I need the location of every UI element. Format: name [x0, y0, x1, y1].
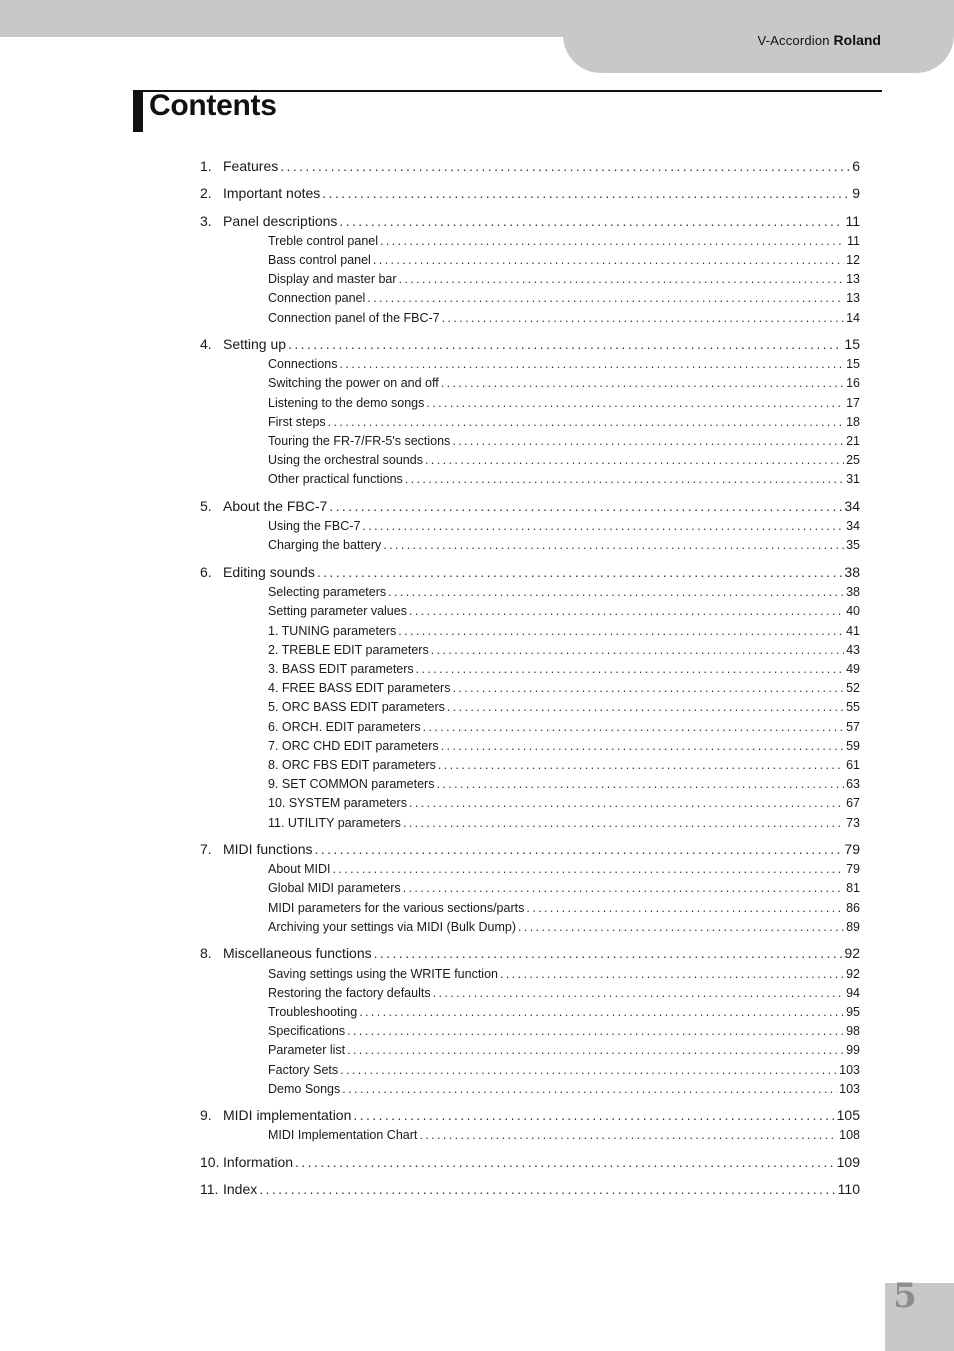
toc-entry-label: MIDI implementation [223, 1107, 352, 1123]
toc-sub-entry[interactable] [268, 900, 860, 917]
toc-entry-label: Connections [268, 357, 338, 371]
toc-chapter-entry[interactable] [200, 1154, 860, 1171]
toc-sub-entry[interactable] [268, 252, 860, 269]
toc-page-number: 95 [846, 1005, 860, 1019]
dot-leader [526, 900, 844, 917]
dot-leader [452, 433, 844, 450]
dot-leader [409, 603, 844, 620]
toc-page-number: 79 [846, 862, 860, 876]
toc-page-number: 31 [846, 472, 860, 486]
toc-chapter-entry[interactable] [200, 945, 860, 962]
toc-page-number: 99 [846, 1043, 860, 1057]
toc-page-number: 105 [836, 1107, 860, 1123]
toc-sub-entry[interactable] [268, 290, 860, 307]
toc-chapter-number: 8. [200, 945, 212, 961]
toc-entry-label: 2. TREBLE EDIT parameters [268, 643, 429, 657]
toc-entry-label: Using the orchestral sounds [268, 453, 423, 467]
toc-page-number: 38 [846, 585, 860, 599]
dot-leader [367, 290, 844, 307]
dot-leader [353, 1107, 834, 1124]
toc-sub-entry[interactable] [268, 1004, 860, 1021]
toc-entry-label: Panel descriptions [223, 213, 338, 229]
toc-sub-entry[interactable] [268, 719, 860, 736]
toc-entry-label: Restoring the factory defaults [268, 986, 431, 1000]
toc-page-number: 98 [846, 1024, 860, 1038]
toc-page-number: 92 [846, 967, 860, 981]
toc-entry-label: Parameter list [268, 1043, 346, 1057]
toc-entry-label: Editing sounds [223, 564, 315, 580]
dot-leader [374, 945, 843, 962]
toc-page-number: 108 [839, 1128, 860, 1142]
toc-page-number: 86 [846, 901, 860, 915]
toc-entry-label: Other practical functions [268, 472, 403, 486]
toc-sub-entry[interactable] [268, 375, 860, 392]
dot-leader [347, 1023, 844, 1040]
dot-leader [447, 699, 844, 716]
toc-sub-entry[interactable] [268, 271, 860, 288]
toc-chapter-number: 1. [200, 158, 212, 174]
toc-entry-label: Features [223, 158, 279, 174]
toc-page-number: 79 [844, 841, 860, 857]
toc-sub-entry[interactable] [268, 1023, 860, 1040]
dot-leader [328, 414, 844, 431]
toc-page-number: 14 [846, 311, 860, 325]
toc-entry-label: Specifications [268, 1024, 346, 1038]
dot-leader [359, 1004, 844, 1021]
toc-sub-entry[interactable] [268, 795, 860, 812]
toc-entry-label: About the FBC-7 [223, 498, 328, 514]
toc-sub-entry[interactable] [268, 861, 860, 878]
dot-leader [399, 271, 845, 288]
dot-leader [409, 795, 844, 812]
toc-entry-label: Display and master bar [268, 272, 397, 286]
toc-sub-entry[interactable] [268, 680, 860, 697]
toc-sub-entry[interactable] [268, 661, 860, 678]
toc-page-number: 103 [839, 1082, 860, 1096]
brand-name: Roland [833, 32, 881, 48]
dot-leader [426, 395, 844, 412]
toc-sub-entry[interactable] [268, 414, 860, 431]
toc-entry-label: Global MIDI parameters [268, 881, 401, 895]
toc-chapter-number: 4. [200, 336, 212, 352]
toc-entry-label: Connection panel of the FBC-7 [268, 311, 440, 325]
toc-chapter-number: 10. [200, 1154, 220, 1170]
dot-leader [388, 584, 844, 601]
dot-leader [288, 336, 842, 353]
toc-entry-label: Miscellaneous functions [223, 945, 372, 961]
toc-sub-entry[interactable] [268, 356, 860, 373]
toc-chapter-entry[interactable] [200, 1181, 860, 1198]
toc-chapter-number: 3. [200, 213, 212, 229]
toc-sub-entry[interactable] [268, 537, 860, 554]
toc-page-number: 13 [846, 291, 860, 305]
dot-leader [398, 623, 844, 640]
toc-chapter-number: 7. [200, 841, 212, 857]
toc-entry-label: Demo Songs [268, 1082, 341, 1096]
toc-page-number: 11 [847, 234, 860, 248]
toc-page-number: 15 [846, 357, 860, 371]
toc-chapter-entry[interactable] [200, 841, 860, 858]
dot-leader [403, 815, 844, 832]
dot-leader [259, 1181, 835, 1198]
dot-leader [433, 985, 845, 1002]
toc-entry-label: Treble control panel [268, 234, 379, 248]
dot-leader [425, 452, 844, 469]
toc-entry-label: Charging the battery [268, 538, 382, 552]
toc-sub-entry[interactable] [268, 310, 860, 327]
toc-entry-label: Archiving your settings via MIDI (Bulk Dump) [268, 920, 516, 934]
toc-chapter-entry[interactable] [200, 336, 860, 353]
toc-page-number: 73 [846, 816, 860, 830]
toc-page-number: 18 [846, 415, 860, 429]
toc-chapter-number: 9. [200, 1107, 212, 1123]
dot-leader [441, 375, 844, 392]
toc-chapter-number: 11. [200, 1181, 219, 1197]
toc-entry-label: Setting parameter values [268, 604, 407, 618]
page-title: Contents [149, 89, 277, 122]
toc-sub-entry[interactable] [268, 471, 860, 488]
toc-sub-entry[interactable] [268, 233, 860, 250]
dot-leader [419, 1127, 837, 1144]
dot-leader [383, 537, 844, 554]
toc-page-number: 110 [837, 1181, 860, 1197]
toc-entry-label: Important notes [223, 185, 321, 201]
toc-entry-label: 7. ORC CHD EDIT parameters [268, 739, 439, 753]
toc-page-number: 35 [846, 538, 860, 552]
toc-page-number: 55 [846, 700, 860, 714]
dot-leader [314, 841, 842, 858]
toc-sub-entry[interactable] [268, 757, 860, 774]
toc-entry-label: 10. SYSTEM parameters [268, 796, 407, 810]
toc-chapter-entry[interactable] [200, 564, 860, 581]
toc-entry-label: 3. BASS EDIT parameters [268, 662, 414, 676]
toc-sub-entry[interactable] [268, 1042, 860, 1059]
dot-leader [340, 356, 845, 373]
dot-leader [295, 1154, 835, 1171]
toc-page-number: 17 [846, 396, 860, 410]
dot-leader [518, 919, 844, 936]
toc-sub-entry[interactable] [268, 1062, 860, 1079]
toc-entry-label: Factory Sets [268, 1063, 339, 1077]
page-number: 5 [893, 1276, 917, 1316]
toc-chapter-entry[interactable] [200, 185, 860, 202]
toc-entry-label: 4. FREE BASS EDIT parameters [268, 681, 451, 695]
dot-leader [317, 564, 843, 581]
dot-leader [347, 1042, 844, 1059]
dot-leader [362, 518, 844, 535]
toc-page-number: 89 [846, 920, 860, 934]
toc-sub-entry[interactable] [268, 603, 860, 620]
dot-leader [333, 861, 845, 878]
dot-leader [380, 233, 845, 250]
toc-entry-label: 8. ORC FBS EDIT parameters [268, 758, 436, 772]
toc-sub-entry[interactable] [268, 738, 860, 755]
toc-page-number: 43 [846, 643, 860, 657]
toc-page-number: 52 [846, 681, 860, 695]
toc-page-number: 13 [846, 272, 860, 286]
dot-leader [339, 213, 843, 230]
toc-sub-entry[interactable] [268, 452, 860, 469]
dot-leader [438, 757, 844, 774]
toc-page-number: 94 [846, 986, 860, 1000]
toc-page-number: 40 [846, 604, 860, 618]
dot-leader [452, 680, 844, 697]
toc-page-number: 61 [846, 758, 860, 772]
toc-sub-entry[interactable] [268, 518, 860, 535]
toc-entry-label: First steps [268, 415, 326, 429]
toc-entry-label: 1. TUNING parameters [268, 624, 397, 638]
toc-entry-label: Information [223, 1154, 294, 1170]
toc-page-number: 92 [844, 945, 860, 961]
toc-entry-label: Setting up [223, 336, 287, 352]
toc-sub-entry[interactable] [268, 1127, 860, 1144]
toc-page-number: 41 [846, 624, 860, 638]
toc-entry-label: MIDI parameters for the various sections/parts [268, 901, 525, 915]
toc-chapter-entry[interactable] [200, 213, 860, 230]
toc-sub-entry[interactable] [268, 699, 860, 716]
dot-leader [500, 966, 844, 983]
toc-entry-label: Saving settings using the WRITE function [268, 967, 498, 981]
toc-entry-label: Troubleshooting [268, 1005, 358, 1019]
toc-entry-label: 5. ORC BASS EDIT parameters [268, 700, 445, 714]
dot-leader [431, 642, 844, 659]
toc-page-number: 34 [844, 498, 860, 514]
dot-leader [373, 252, 844, 269]
toc-page-number: 63 [846, 777, 860, 791]
toc-entry-label: Touring the FR-7/FR-5's sections [268, 434, 451, 448]
toc-entry-label: Selecting parameters [268, 585, 387, 599]
toc-entry-label: Connection panel [268, 291, 366, 305]
toc-page-number: 11 [845, 213, 860, 229]
toc-sub-entry[interactable] [268, 880, 860, 897]
toc-entry-label: MIDI functions [223, 841, 313, 857]
toc-page-number: 109 [836, 1154, 860, 1170]
toc-sub-entry[interactable] [268, 966, 860, 983]
toc-chapter-entry[interactable] [200, 158, 860, 175]
toc-sub-entry[interactable] [268, 395, 860, 412]
dot-leader [342, 1081, 837, 1098]
dot-leader [403, 880, 844, 897]
toc-chapter-entry[interactable] [200, 498, 860, 515]
toc-entry-label: Listening to the demo songs [268, 396, 425, 410]
dot-leader [441, 738, 844, 755]
toc-sub-entry[interactable] [268, 584, 860, 601]
toc-entry-label: About MIDI [268, 862, 331, 876]
toc-chapter-number: 6. [200, 564, 212, 580]
toc-entry-label: Switching the power on and off [268, 376, 439, 390]
toc-sub-entry[interactable] [268, 815, 860, 832]
dot-leader [405, 471, 844, 488]
toc-page-number: 103 [839, 1063, 860, 1077]
toc-entry-label: MIDI Implementation Chart [268, 1128, 418, 1142]
toc-page-number: 67 [846, 796, 860, 810]
product-name: V-Accordion [757, 33, 830, 48]
toc-page-number: 25 [846, 453, 860, 467]
toc-page-number: 49 [846, 662, 860, 676]
dot-leader [322, 185, 850, 202]
toc-page-number: 38 [844, 564, 860, 580]
toc-page-number: 6 [852, 158, 860, 174]
toc-page-number: 16 [846, 376, 860, 390]
toc-sub-entry[interactable] [268, 433, 860, 450]
dot-leader [329, 498, 842, 515]
toc-sub-entry[interactable] [268, 919, 860, 936]
toc-sub-entry[interactable] [268, 1081, 860, 1098]
dot-leader [416, 661, 844, 678]
toc-entry-label: 11. UTILITY parameters [268, 816, 401, 830]
toc-page-number: 12 [846, 253, 860, 267]
toc-chapter-number: 5. [200, 498, 212, 514]
toc-page-number: 57 [846, 720, 860, 734]
toc-sub-entry[interactable] [268, 985, 860, 1002]
toc-page-number: 21 [846, 434, 860, 448]
dot-leader [423, 719, 845, 736]
toc-page-number: 34 [846, 519, 860, 533]
toc-page-number: 81 [846, 881, 860, 895]
dot-leader [436, 776, 844, 793]
toc-entry-label: Index [223, 1181, 258, 1197]
toc-sub-entry[interactable] [268, 642, 860, 659]
toc-entry-label: Using the FBC-7 [268, 519, 361, 533]
toc-page-number: 15 [844, 336, 860, 352]
dot-leader [340, 1062, 837, 1079]
dot-leader [280, 158, 850, 175]
toc-chapter-number: 2. [200, 185, 212, 201]
toc-sub-entry[interactable] [268, 623, 860, 640]
toc-page-number: 59 [846, 739, 860, 753]
toc-entry-label: Bass control panel [268, 253, 371, 267]
toc-sub-entry[interactable] [268, 776, 860, 793]
toc-page-number: 9 [852, 185, 860, 201]
toc-entry-label: 9. SET COMMON parameters [268, 777, 435, 791]
toc-entry-label: 6. ORCH. EDIT parameters [268, 720, 421, 734]
toc-chapter-entry[interactable] [200, 1107, 860, 1124]
dot-leader [442, 310, 844, 327]
